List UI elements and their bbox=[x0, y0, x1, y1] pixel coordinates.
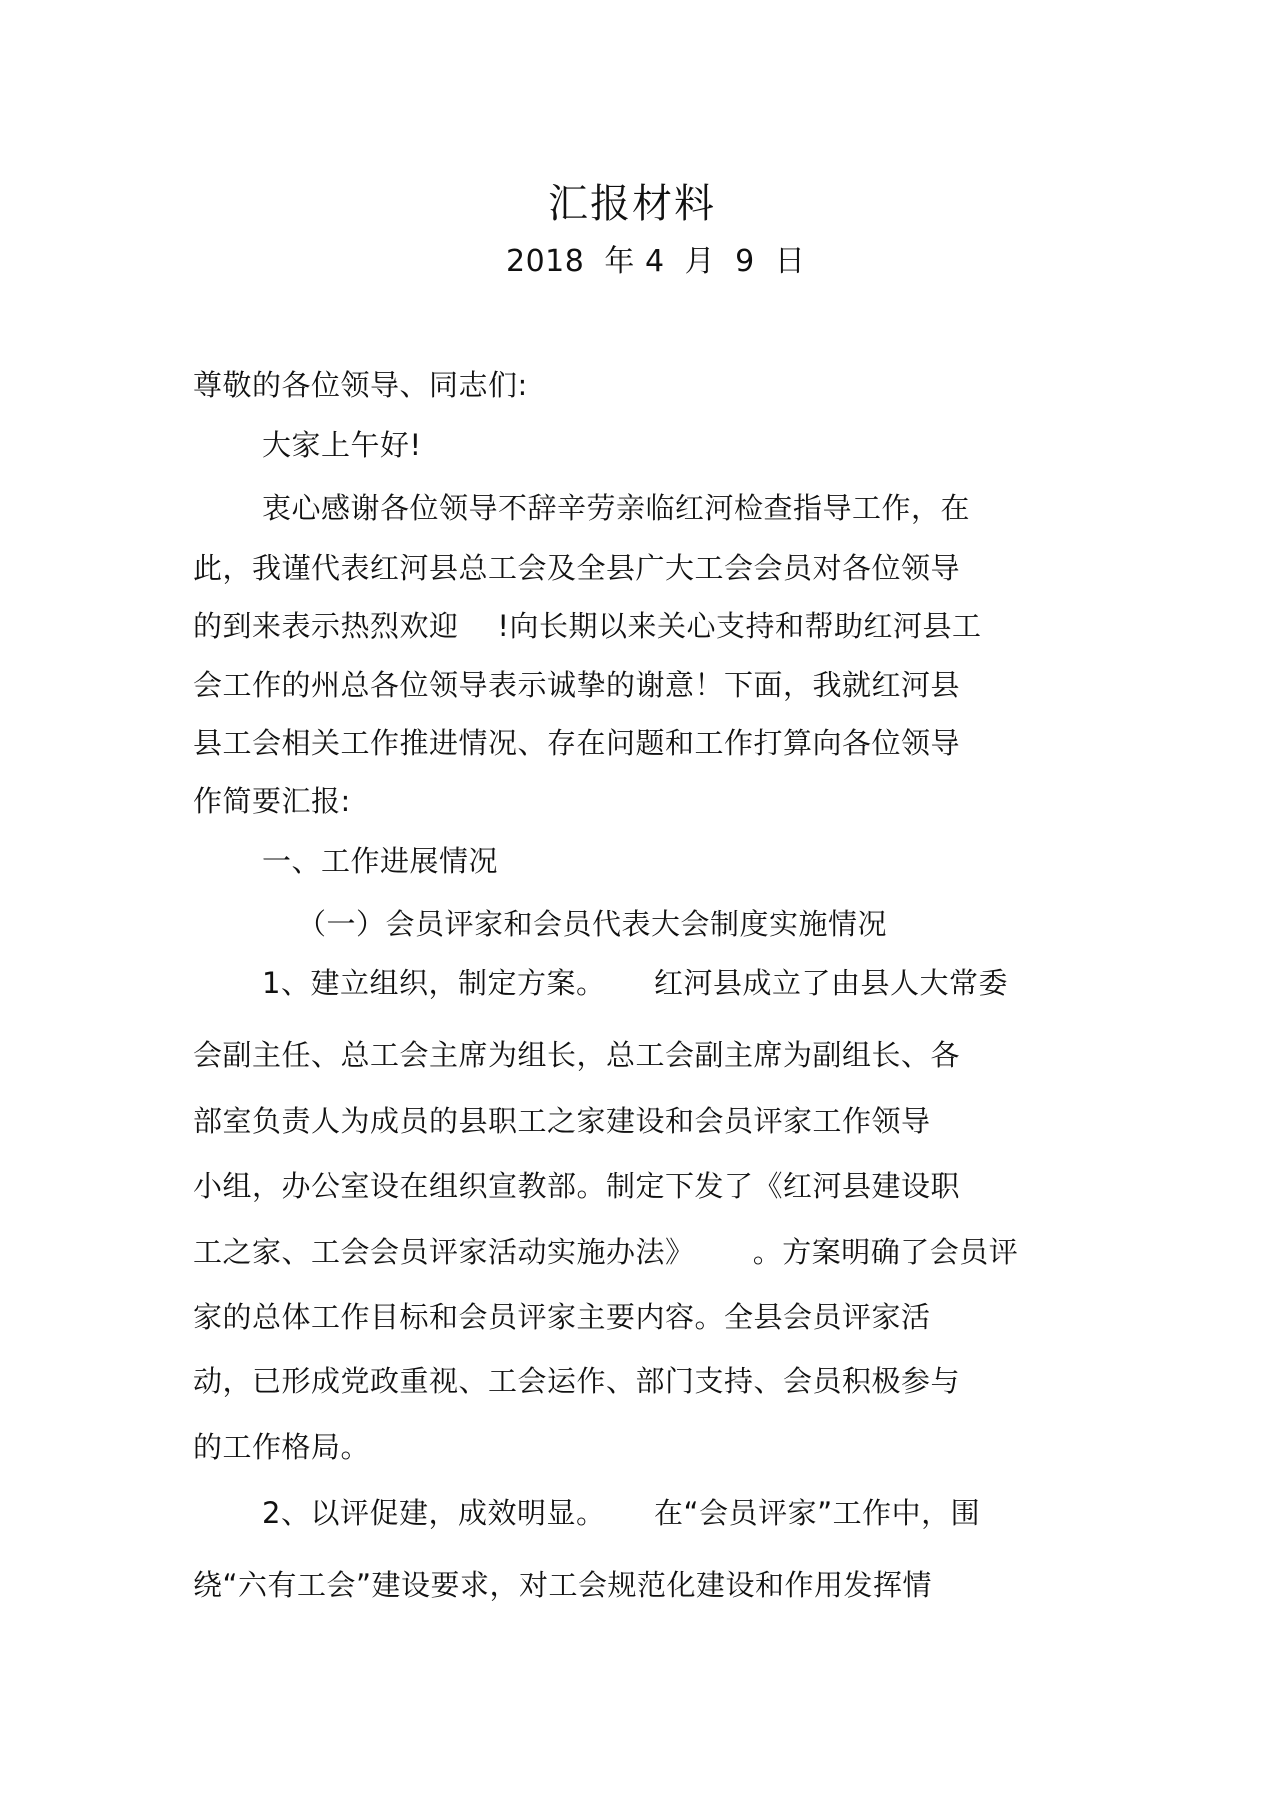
body-line: 部室负责人为成员的县职工之家建设和会员评家工作领导 bbox=[193, 1104, 931, 1138]
subsection-heading: （一）会员评家和会员代表大会制度实施情况 bbox=[297, 907, 888, 941]
salutation: 尊敬的各位领导、同志们: bbox=[193, 368, 528, 402]
body-line: 作简要汇报: bbox=[193, 784, 351, 818]
body-line: 此，我谨代表红河县总工会及全县广大工会会员对各位领导 bbox=[193, 551, 961, 585]
document-title: 汇报材料 bbox=[548, 181, 716, 227]
body-line: 1、建立组织，制定方案。 红河县成立了由县人大常委 bbox=[262, 966, 1009, 1000]
section-heading: 一、工作进展情况 bbox=[262, 844, 499, 878]
document-date: 2018 年 4 月 9 日 bbox=[506, 244, 806, 279]
greeting: 大家上午好! bbox=[262, 428, 422, 462]
body-line: 动，已形成党政重视、工会运作、部门支持、会员积极参与 bbox=[193, 1364, 961, 1398]
body-line: 的工作格局。 bbox=[193, 1430, 371, 1464]
body-line: 的到来表示热烈欢迎 !向长期以来关心支持和帮助红河县工 bbox=[193, 609, 982, 643]
body-line: 衷心感谢各位领导不辞辛劳亲临红河检查指导工作，在 bbox=[262, 491, 971, 525]
body-line: 小组，办公室设在组织宣教部。制定下发了《红河县建设职 bbox=[193, 1169, 961, 1203]
body-line: 会工作的州总各位领导表示诚挚的谢意！下面，我就红河县 bbox=[193, 668, 961, 702]
body-line: 绕“六有工会”建设要求，对工会规范化建设和作用发挥情 bbox=[193, 1568, 933, 1602]
body-line: 家的总体工作目标和会员评家主要内容。全县会员评家活 bbox=[193, 1300, 931, 1334]
body-line: 县工会相关工作推进情况、存在问题和工作打算向各位领导 bbox=[193, 726, 961, 760]
body-line: 2、以评促建，成效明显。 在“会员评家”工作中，围 bbox=[262, 1496, 981, 1530]
body-line: 工之家、工会会员评家活动实施办法》 。方案明确了会员评 bbox=[193, 1235, 1019, 1269]
body-line: 会副主任、总工会主席为组长，总工会副主席为副组长、各 bbox=[193, 1038, 961, 1072]
